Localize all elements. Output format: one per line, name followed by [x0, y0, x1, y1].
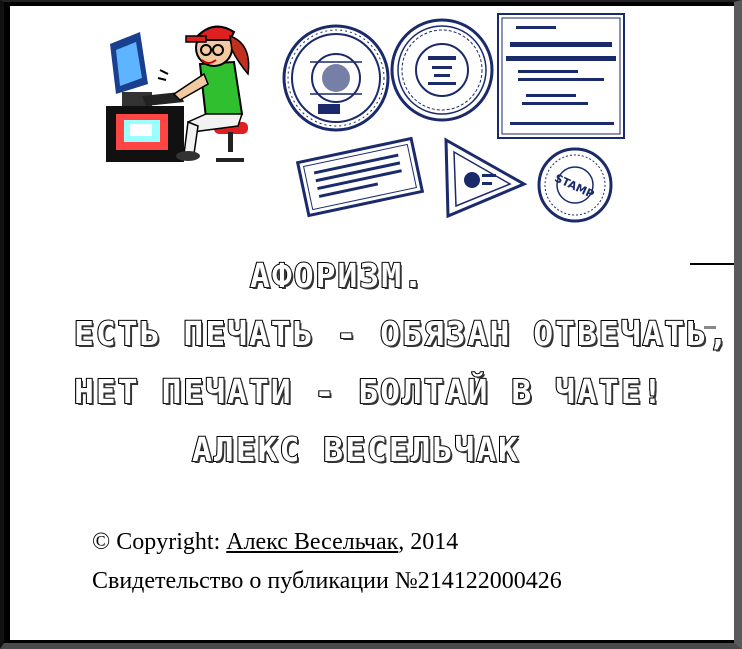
aphorism-line-1: ЕСТЬ ПЕЧАТЬ - ОБЯЗАН ОТВЕЧАТЬ,: [74, 314, 731, 353]
copyright-line: [92, 529, 458, 556]
aphorism-line-2: НЕТ ПЕЧАТИ - БОЛТАЙ В ЧАТЕ!: [74, 372, 665, 411]
rectangular-document-stamp: [496, 12, 626, 140]
round-stamp-seal: [536, 146, 614, 224]
copyright-prefix: © Copyright:: [92, 529, 227, 555]
poster-canvas: [10, 6, 734, 640]
round-seal-for-documents: [388, 16, 496, 124]
triangle-stamp: [438, 134, 530, 220]
aphorism-heading: АФОРИЗМ.: [250, 256, 425, 295]
girl-at-computer-illustration: [102, 14, 272, 164]
decorative-line: [690, 263, 734, 265]
aphorism-author: АЛЕКС ВЕСЕЛЬЧАК: [192, 430, 521, 469]
copyright-year: , 2014: [398, 529, 459, 555]
publication-certificate: Свидетельство о публикации №214122000426: [92, 568, 562, 594]
round-seal-emblem: [280, 22, 392, 134]
author-link[interactable]: Алекс Весельчак: [226, 529, 399, 555]
stamp-word: STAMP: [552, 171, 597, 202]
tilted-rectangular-stamp: [290, 132, 430, 222]
